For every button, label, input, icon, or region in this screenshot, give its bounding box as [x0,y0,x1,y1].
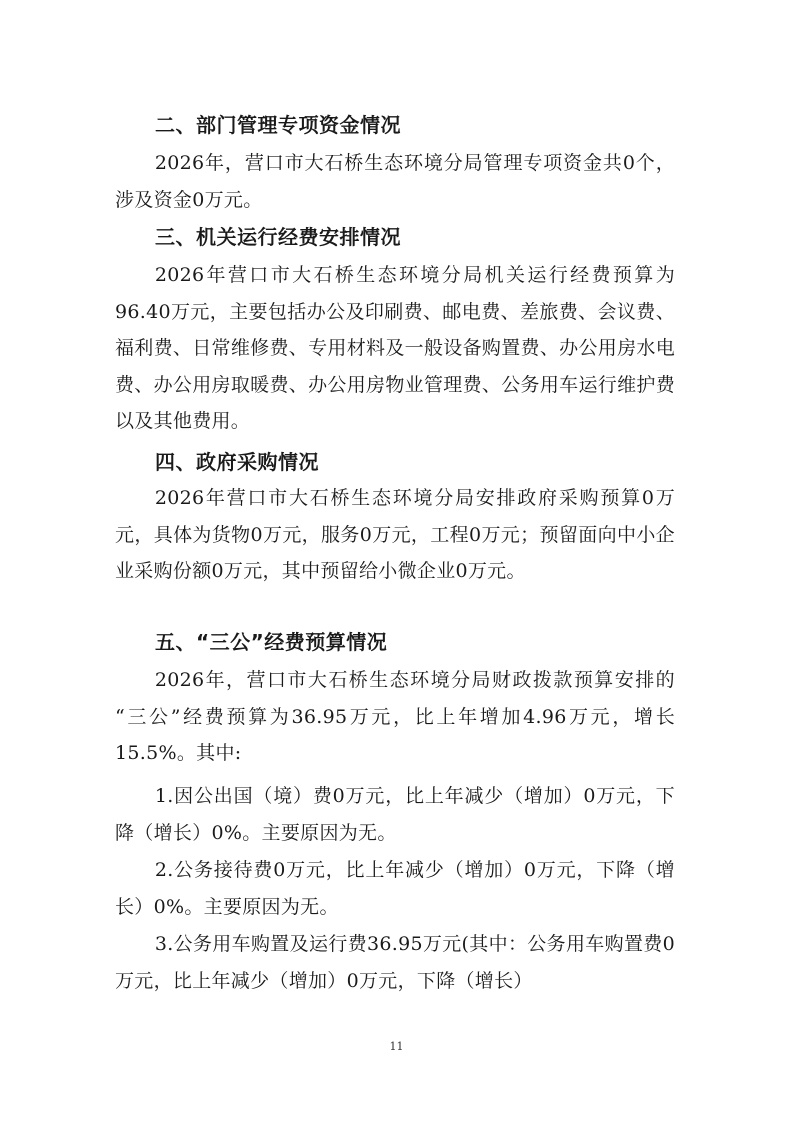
section-heading-special-funds: 二、部门管理专项资金情况 [155,113,401,137]
paragraph-government-procurement: 2026年营口市大石桥生态环境分局安排政府采购预算0万元，具体为货物0万元，服务0万元，工程0万元；预留面向中小企业采购份额0万元，其中预留给小微企业0万元。 [115,487,675,582]
paragraph-special-funds: 2026年，营口市大石桥生态环境分局管理专项资金共0个，涉及资金0万元。 [115,152,675,211]
page-number: 11 [389,1040,404,1053]
paragraph-official-reception: 2.公务接待费0万元，比上年减少（增加）0万元，下降（增长）0%。主要原因为无。 [115,859,675,918]
section-heading-government-procurement: 四、政府采购情况 [155,450,319,474]
paragraph-official-vehicles: 3.公务用车购置及运行费36.95万元(其中：公务用车购置费0万元，比上年减少（增加）0万元，下降（增长） [115,933,675,992]
section-heading-three-public-expenses: 五、“三公”经费预算情况 [155,630,388,654]
paragraph-three-public-summary: 2026年，营口市大石桥生态环境分局财政拨款预算安排的 “三公”经费预算为36.95万元，比上年增加4.96万元，增长15.5%。其中: [115,669,675,764]
section-heading-operating-expenses: 三、机关运行经费安排情况 [155,225,401,249]
paragraph-overseas-travel: 1.因公出国（境）费0万元，比上年减少（增加）0万元，下降（增长）0%。主要原因为无。 [115,785,675,844]
paragraph-operating-expenses: 2026年营口市大石桥生态环境分局机关运行经费预算为96.40万元，主要包括办公及印刷费、邮电费、差旅费、会议费、福利费、日常维修费、专用材料及一般设备购置费、办公用房水电费、办公用房取暖费、办公用房物业管理费、公务用车运行维护费以及其他费用。 [115,264,675,432]
